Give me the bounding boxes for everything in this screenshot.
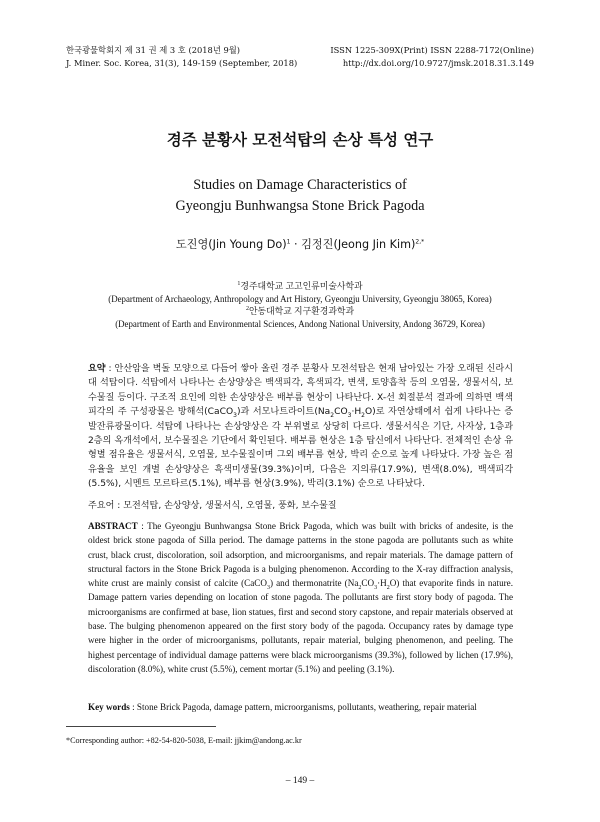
abstract-english-label: ABSTRACT: [88, 521, 138, 531]
author-separator: ·: [290, 238, 302, 251]
doi-link[interactable]: http://dx.doi.org/10.9727/jmsk.2018.31.3.149: [342, 57, 534, 68]
issn-line: ISSN 1225-309X(Print) ISSN 2288-7172(Online): [330, 45, 534, 55]
affiliation-1-english: (Department of Archaeology, Anthropology and Art History, Gyeongju University, Gyeongju 38065, Korea): [108, 293, 492, 304]
title-korean: 경주 분황사 모전석탑의 손상 특성 연구: [166, 131, 434, 149]
author-2-affiliation-mark: 2,*: [415, 238, 425, 246]
running-header-left: [66, 44, 297, 69]
affiliation-1-korean: $^1$경주대학교 고고인류미술사학과: [237, 281, 363, 291]
abstract-korean: 요약 : 안산암을 벽돌 모양으로 다듬어 쌓아 올린 경주 분황사 모전석탑은 현재 남아있는 가장 오래된 신라시대 석탑이다. 석탑에서 나타나는 손상양상은 백색피각, 흑색피각, 변색, 토양흡착 등의 오염물, 생물서식, 보수물질 등이다. 구조적 요인에 의한 손상양상은 배부름 현상이 나타난다. X-선 회절분석 결과에 의하면 백색피각의 주 구성광물은 방해석(CaCO$_3$)과 서모나트라이트$(Na_2CO_3\cdot H_2O)$로 자연상태에서 쉽게 나타나는 증발잔류광물이다. 석탑에 나타나는 손상양상은 각 부위별로 상당히 다르다. 생물서식은 기단, 사자상, 1층과 2층의 옥개석에서, 보수물질은 기단에서 확인된다. 배부름 현상은 1층 탑신에서 나타난다. 전체적인 손상 유형별 점유율은 생물서식, 오염물, 보수물질이며 그외 배부름 현상, 박리 순으로 높게 나타났다. 가장 높은 점유율을 보인 개별 손상양상은 흑색미생물(39.3%)이며, 다음은 지의류(17.9%), 변색(8.0%), 백색피각(5.5%), 시멘트 모르타르(5.1%), 배부름 현상(3.9%), 박리(3.1%) 순으로 나타났다.: [88, 364, 513, 490]
affiliation-2-korean: $^2$안동대학교 지구환경과학과: [245, 306, 355, 316]
running-header-right: [330, 44, 534, 69]
author-1-affiliation-mark: 1: [286, 238, 291, 246]
affiliation-2-mark: 2: [245, 306, 249, 313]
keywords-korean: 주요어 : 모전석탑, 손상양상, 생물서식, 오염물, 풍화, 보수물질: [88, 501, 337, 511]
abstract-korean-label: 요약: [88, 364, 106, 374]
page-number: – 149 –: [285, 776, 315, 786]
affiliation-2-english: (Department of Earth and Environmental Sciences, Andong National University, Andong 36729, Korea): [115, 318, 485, 329]
corresponding-author-footnote: *Corresponding author: +82-54-820-5038, E-mail: jjkim@andong.ac.kr: [66, 736, 302, 745]
footnote-divider: [66, 726, 216, 727]
affiliations: [0, 280, 600, 330]
keywords-english-label: Key words: [88, 702, 130, 712]
keywords-english: Key words : Stone Brick Pagoda, damage pattern, microorganisms, pollutants, weathering, repair material: [88, 702, 477, 712]
title-english: [0, 175, 600, 216]
author-line: [0, 236, 600, 252]
journal-english-citation: J. Miner. Soc. Korea, 31(3), 149-159 (September, 2018): [66, 57, 298, 68]
affiliation-1-mark: 1: [237, 281, 241, 288]
title-english-line-2: Gyeongju Bunhwangsa Stone Brick Pagoda: [175, 197, 425, 214]
author-2-name: 김정진(Jeong Jin Kim): [301, 238, 416, 251]
abstract-english: ABSTRACT : The Gyeongju Bunhwangsa Stone Brick Pagoda, which was built with bricks of andesite, is the oldest brick stone pagoda of Silla period. The damage patterns in the stone pagoda are pollutants such as white crust, black crust, discoloration, soil adsorption, and microorganisms, and repair materials. The damage pattern of structural factors in the Stone Brick Pagoda is a bulging phenomenon. According to the X-ray diffraction analysis, white crust are mainly consist of calcite (CaCO$_3$) and thermonatrite $(Na_2CO_3\cdot H_2O)$ that evaporite finds in nature. Damage pattern varies depending on location of stone pagoda. The pollutants are first story body of pagoda. The microorganisms are confirmed at base, lion statues, first and second story capstone, and repair materials observed at base. The bulging phenomenon appeared on the first story body of the pagoda. Occupancy rates by damage type were higher in the order of microorganisms, pollutants, repair material, bulging phenomenon, and peeling. The highest percentage of individual damage patterns were black microorganisms (39.3%), followed by lichen (17.9%), discoloration (8.0%), white crust (5.5%), cement mortar (5.1%) and peeling (3.1%).: [88, 521, 513, 674]
journal-korean-citation: 한국광물학회지 제 31 권 제 3 호 (2018년 9월): [66, 45, 240, 55]
author-1-name: 도진영(Jin Young Do): [175, 238, 287, 251]
title-english-line-1: Studies on Damage Characteristics of: [193, 177, 407, 193]
